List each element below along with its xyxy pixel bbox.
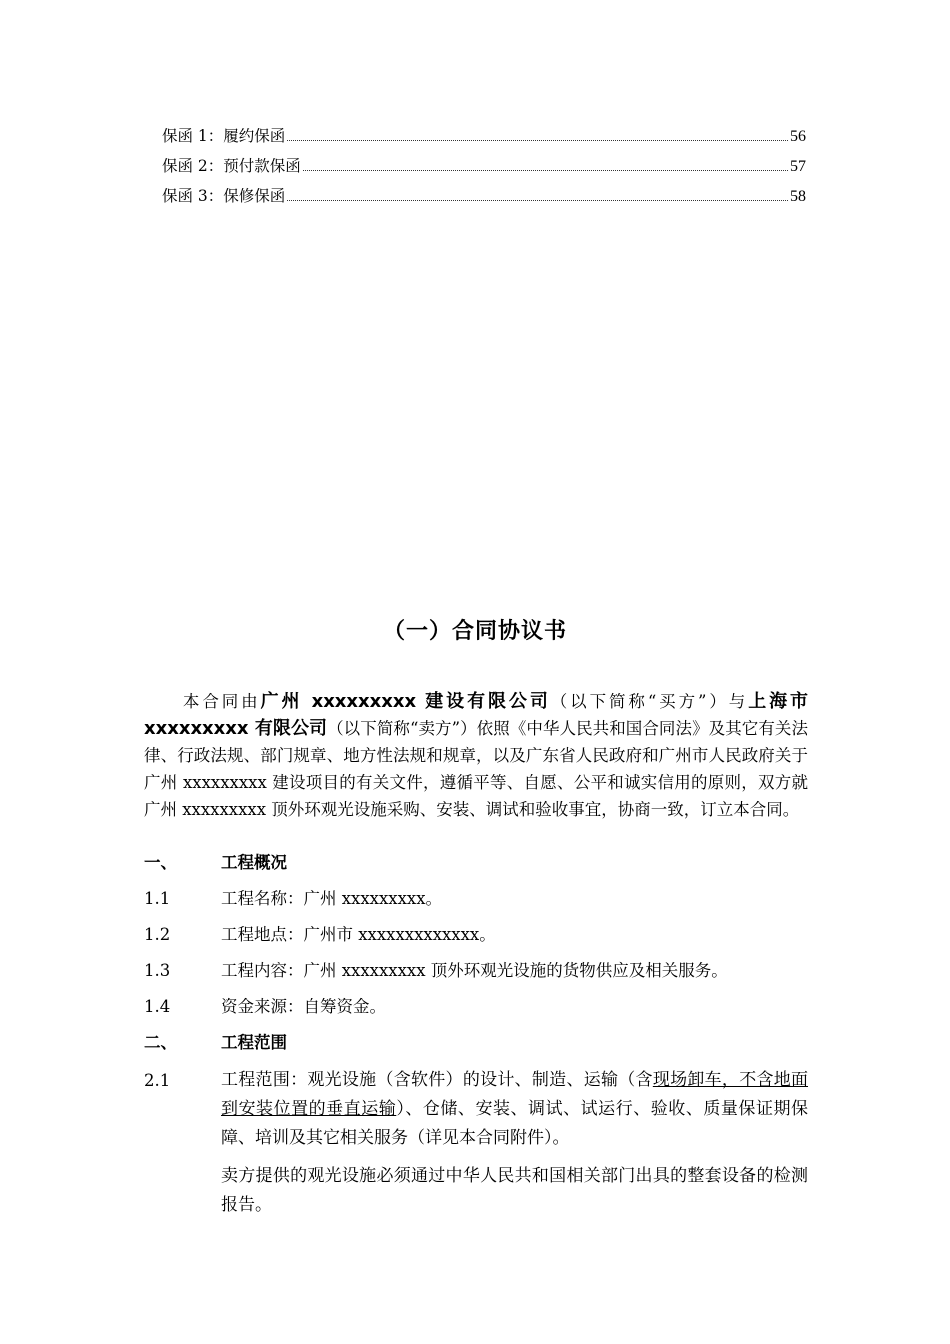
toc-entry-label: 保函 2：预付款保函 xyxy=(162,157,301,175)
toc-entry-page: 57 xyxy=(790,158,806,175)
scope-underlined-text: 现场卸车，不含地面到安装位置的垂直运输 xyxy=(221,1070,809,1119)
item-number: 1.4 xyxy=(144,997,171,1016)
toc-entry[interactable] xyxy=(162,154,806,184)
toc-entry-page: 58 xyxy=(790,188,806,205)
toc-entry-page: 56 xyxy=(790,128,806,145)
table-of-contents xyxy=(162,124,806,214)
toc-entry-label: 保函 3：保修保函 xyxy=(162,187,286,205)
toc-dot-leader xyxy=(303,169,788,171)
scope-note-paragraph: 卖方提供的观光设施必须通过中华人民共和国相关部门出具的整套设备的检测报告。 xyxy=(221,1166,808,1215)
intro-text-1: 本合同由 xyxy=(180,692,261,711)
item-number: 1.2 xyxy=(144,925,171,944)
scope-text-2: ）、仓储、安装、调试、试运行、验收、质量保证期保障、培训及其它相关服务（详见本合同附件）。 xyxy=(221,1099,809,1148)
seller-name: 上海市 xxxxxxxxx 有限公司 xyxy=(144,691,809,739)
intro-text-3: （以下简称“卖方”）依照《中华人民共和国合同法》及其它有关法律、行政法规、部门规章、地方性法规和规章，以及广东省人民政府和广州市人民政府关于广州 xxxxxxxxx 建设项目的有关文件，遵循平等、自愿、公平和诚实信用的原则，双方就广州 xxxxxxxxx 顶外环观光设施采购、安装、调试和验收事宜，协商一致，订立本合同。 xyxy=(144,719,808,819)
intro-text-2: （以下简称“买方”）与 xyxy=(550,692,749,711)
scope-paragraph xyxy=(221,1066,808,1153)
section-title: 工程概况 xyxy=(221,853,287,872)
item-text: 工程名称：广州 xxxxxxxxx。 xyxy=(221,889,442,908)
section-number: 二、 xyxy=(144,1033,177,1052)
item-number: 2.1 xyxy=(144,1071,171,1090)
item-text: 资金来源：自筹资金。 xyxy=(221,997,386,1016)
intro-paragraph xyxy=(144,688,808,823)
document-title: （一）合同协议书 xyxy=(382,619,567,644)
scope-text-1: 工程范围：观光设施（含软件）的设计、制造、运输（含 xyxy=(221,1070,653,1090)
buyer-name: 广州 xxxxxxxxx 建设有限公司 xyxy=(260,691,551,712)
section-title: 工程范围 xyxy=(221,1033,287,1052)
item-number: 1.1 xyxy=(144,889,171,908)
toc-entry[interactable] xyxy=(162,184,806,214)
item-text: 工程地点：广州市 xxxxxxxxxxxxx。 xyxy=(221,925,496,944)
toc-entry-label: 保函 1：履约保函 xyxy=(162,127,286,145)
item-text: 工程内容：广州 xxxxxxxxx 顶外环观光设施的货物供应及相关服务。 xyxy=(221,961,728,980)
section-number: 一、 xyxy=(144,853,177,872)
toc-dot-leader xyxy=(287,199,788,201)
toc-dot-leader xyxy=(287,139,788,141)
toc-entry[interactable] xyxy=(162,124,806,154)
item-number: 1.3 xyxy=(144,961,171,980)
